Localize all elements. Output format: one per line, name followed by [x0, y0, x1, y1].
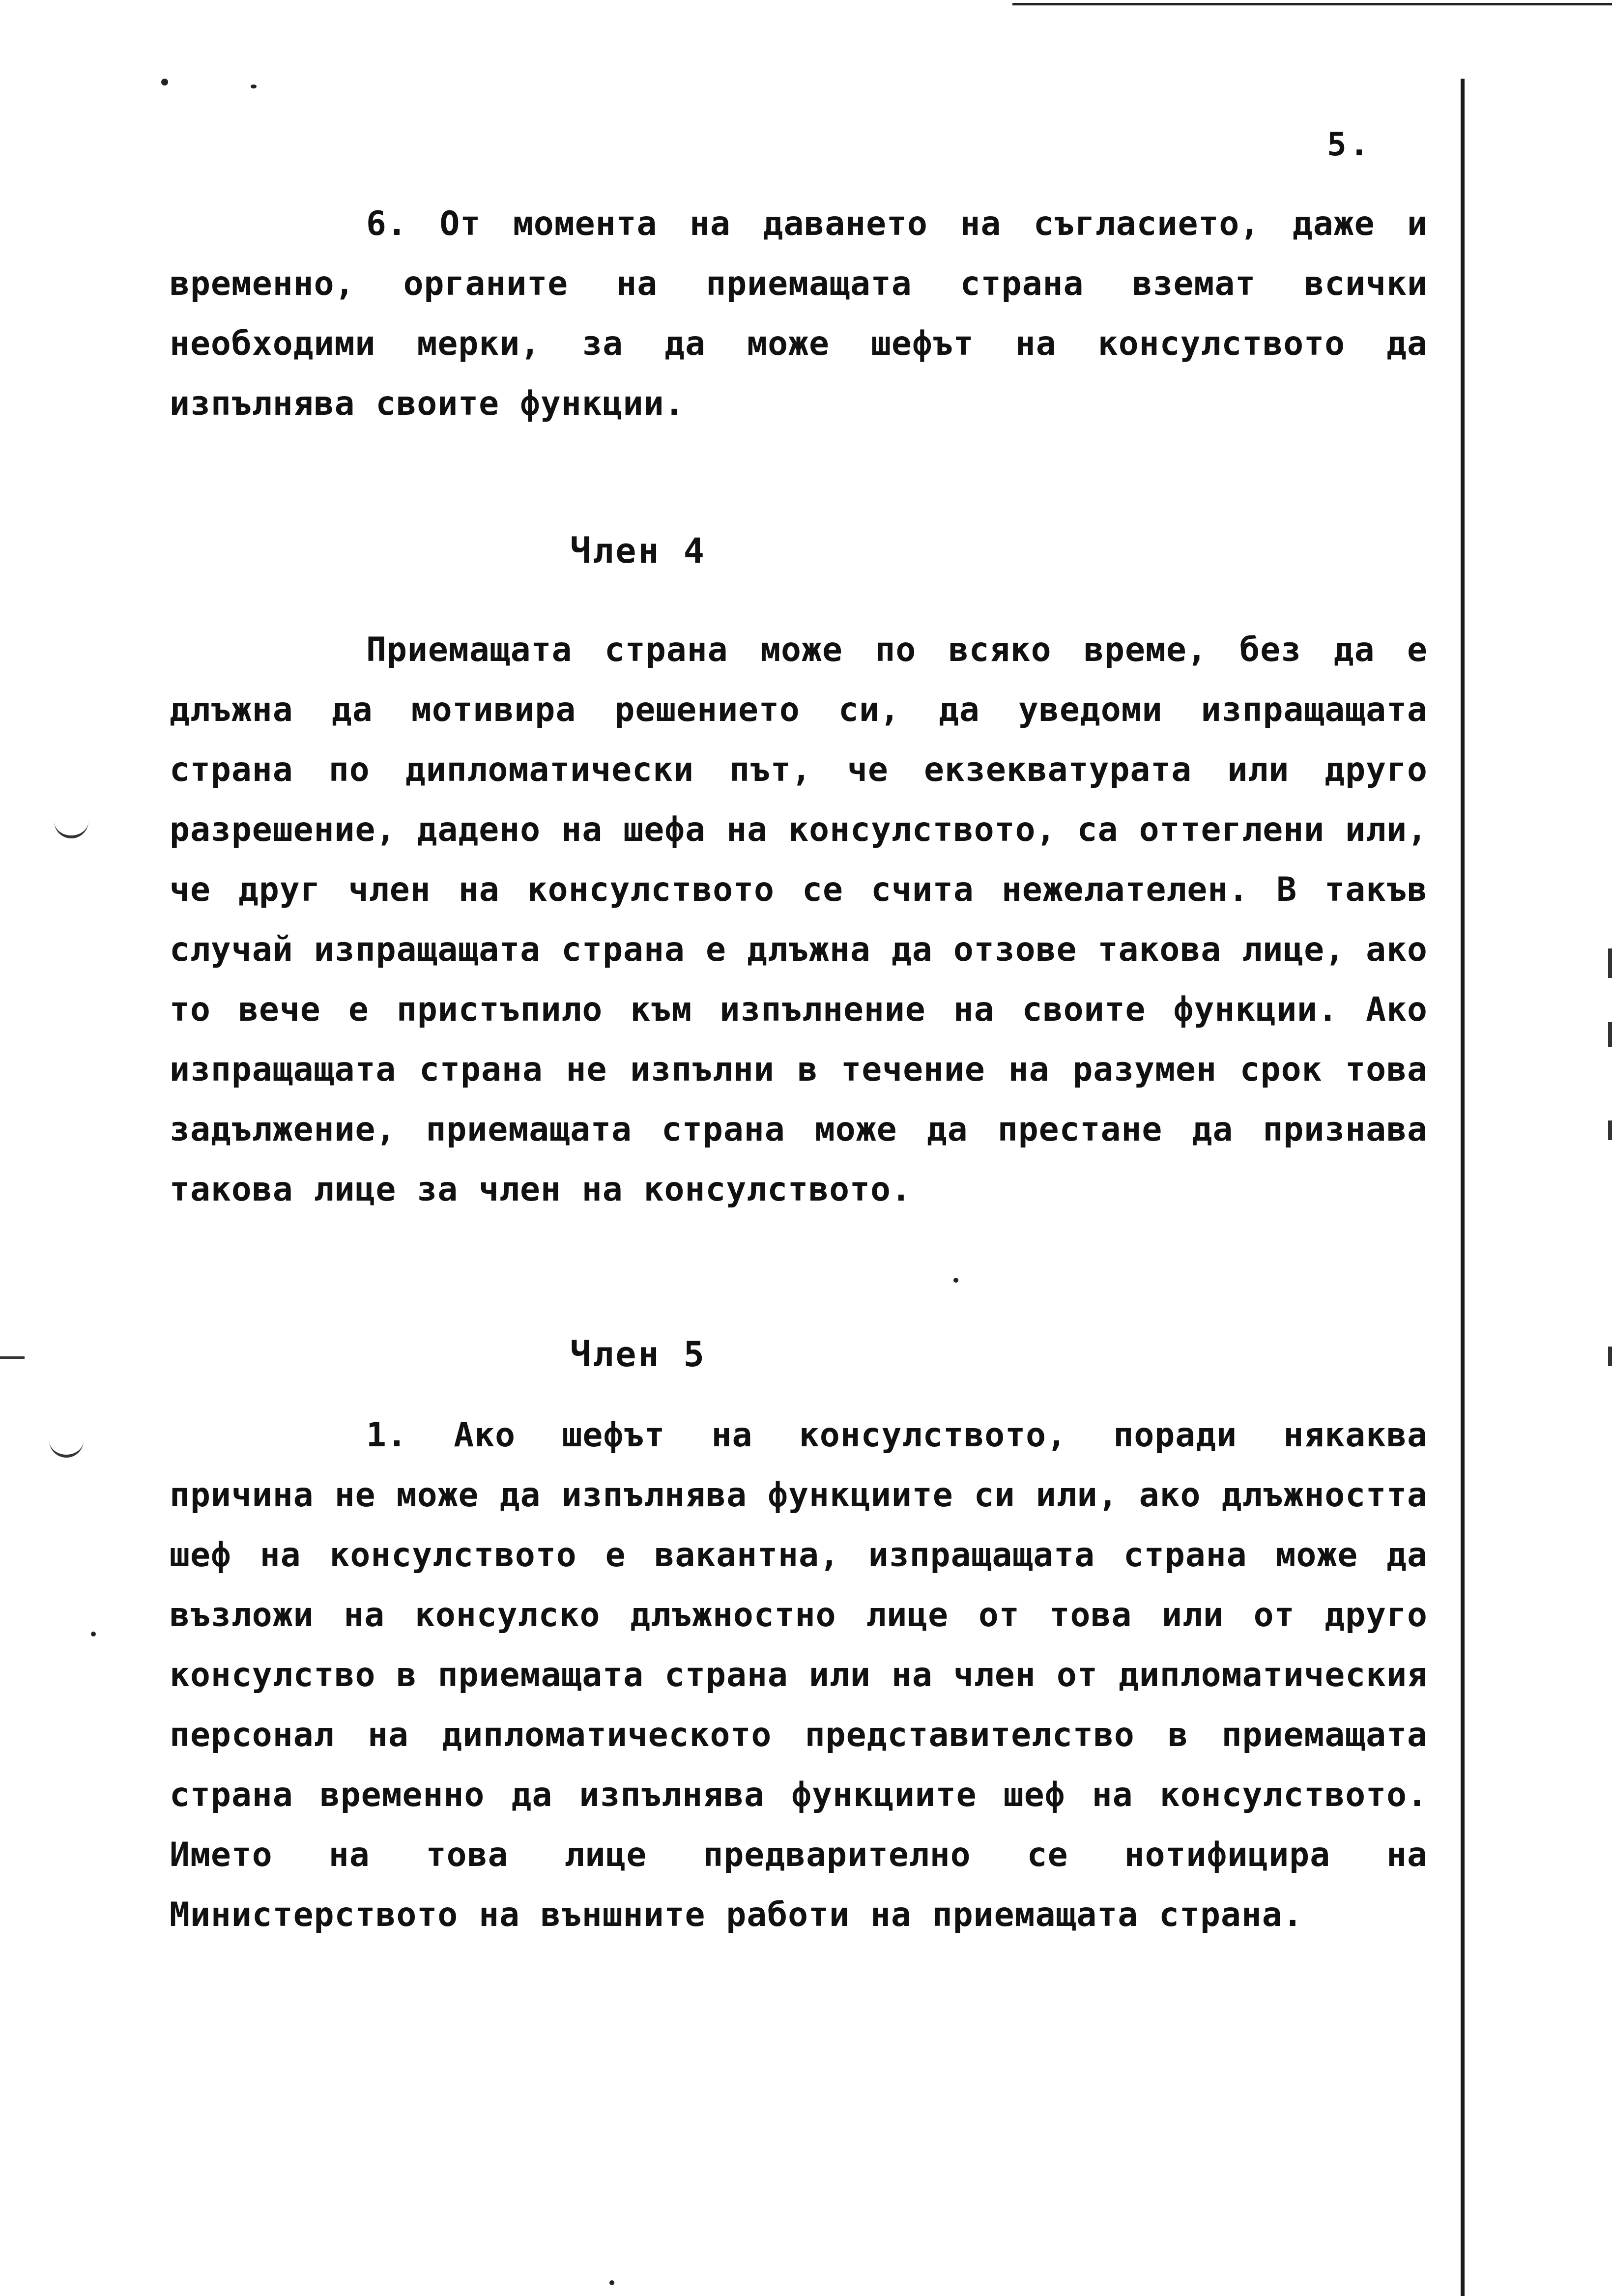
margin-mark: [1608, 948, 1612, 978]
scan-speck: [161, 79, 168, 86]
article-4-paragraph: [170, 620, 1428, 1220]
edge-mark: [0, 1356, 25, 1359]
scan-speck: [953, 1278, 958, 1283]
article-3-paragraph-6: [170, 194, 1428, 434]
scan-speck: [609, 2280, 614, 2285]
margin-mark: [1608, 1347, 1612, 1366]
top-edge-line: [1012, 3, 1612, 5]
article-4-heading: Член 4: [570, 531, 706, 571]
scan-speck: [91, 1632, 96, 1636]
paragraph-text: Приемащата страна може по всяко време, без да е длъжна да мотивира решението си, да уведоми изпращащата страна по дипломатически път, че екзекватурата или друго разрешение, дадено на шефа на консулството, са оттеглени или, че друг член на консулството се счита нежелателен. В такъв случай изпращащата страна е длъжна да отзове такова лице, ако то вече е пристъпило към изпълнение на своите функции. Ако изпращащата страна не изпълни в течение на разумен срок това задължение, приемащата страна може да престане да признава такова лице за член на консулството.: [170, 631, 1428, 1209]
article-5-paragraph-1: [170, 1406, 1428, 1945]
paragraph-text: 1. Ако шефът на консулството, поради някаква причина не може да изпълнява функциите си или, ако длъжността шеф на консулството е вакантна, изпращащата страна може да възложи на консулско длъжностно лице от това или от друго консулство в приемащата страна или на член от дипломатическия персонал на дипломатическото представителство в приемащата страна временно да изпълнява функциите шеф на консулството. Името на това лице предварително се нотифицира на Министерството на външните работи на приемащата страна.: [170, 1416, 1428, 1934]
margin-mark: [1608, 1022, 1612, 1047]
scan-speck: [251, 85, 257, 88]
paragraph-text: 6. От момента на даването на съгласието, даже и временно, органите на приемащата страна вземат всички необходими мерки, за да може шефът на консулството да изпълнява своите функции.: [170, 204, 1428, 423]
margin-mark: [1608, 1120, 1612, 1140]
binder-hole-mark: [49, 1440, 84, 1458]
page-number: 5.: [1327, 125, 1372, 163]
article-5-heading: Член 5: [570, 1334, 706, 1375]
right-margin-line: [1461, 79, 1465, 2296]
binder-hole-mark: [54, 821, 88, 838]
